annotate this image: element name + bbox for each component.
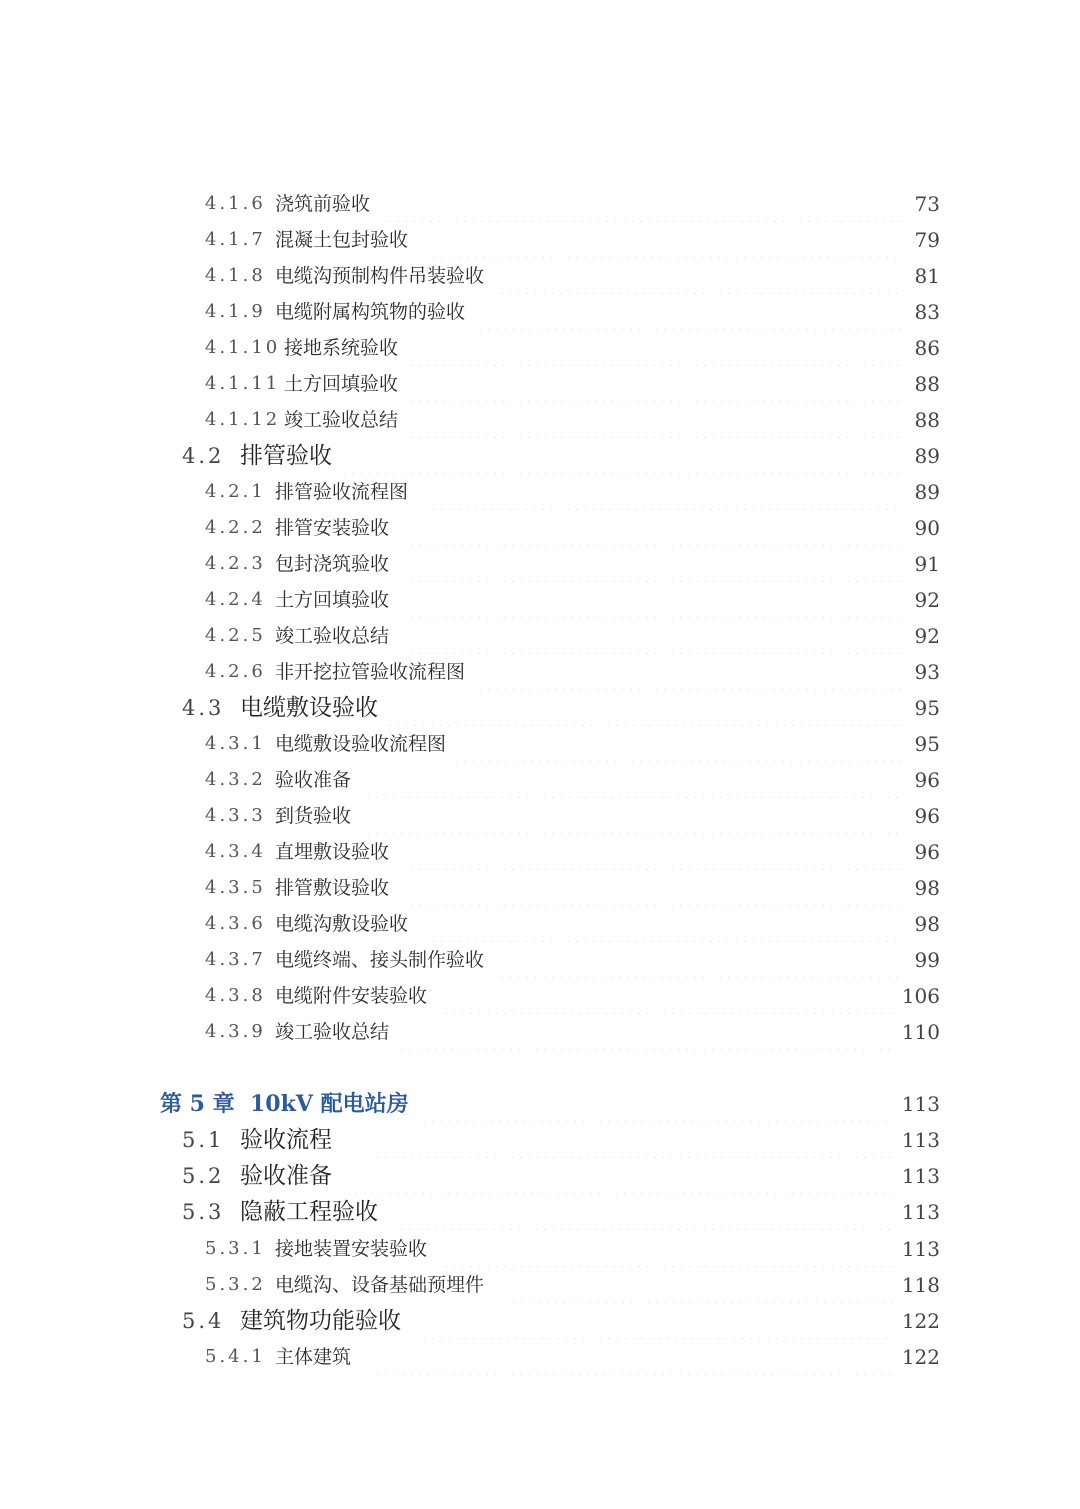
toc-entry-title: 电缆沟、设备基础预埋件	[275, 1274, 485, 1296]
toc-section-number: 5.3	[182, 1200, 225, 1224]
toc-entry-title: 电缆附件安装验收	[275, 985, 428, 1007]
toc-entry-page: 98	[914, 912, 940, 936]
dot-leader	[442, 978, 894, 1014]
toc-entry-page: 88	[914, 372, 940, 396]
toc-section-page: 95	[914, 696, 940, 720]
dot-leader	[407, 366, 905, 402]
toc-section[interactable]	[0, 1158, 1080, 1194]
toc-entry-number: 4.3.1	[205, 733, 266, 754]
toc-section-title: 排管验收	[240, 443, 332, 469]
toc-entry-number: 5.4.1	[205, 1346, 266, 1367]
toc-entry-page: 92	[914, 624, 940, 648]
toc-entry-title: 混凝土包封验收	[275, 229, 409, 251]
toc-entry-title: 电缆附属构筑物的验收	[275, 301, 466, 323]
toc-entry-page: 79	[914, 228, 940, 252]
toc-entry-number: 4.2.6	[205, 661, 266, 682]
dot-leader	[408, 834, 905, 870]
toc-entry[interactable]	[0, 258, 1080, 294]
dot-leader	[430, 222, 905, 258]
dot-leader	[407, 330, 905, 366]
dot-leader	[442, 1231, 894, 1267]
toc-entry-number: 4.3.8	[205, 985, 266, 1006]
toc-entry-page: 96	[914, 804, 940, 828]
toc-entry[interactable]	[0, 726, 1080, 762]
toc-entry-page: 83	[914, 300, 940, 324]
toc-entry-page: 90	[914, 516, 940, 540]
toc-section[interactable]	[0, 1194, 1080, 1230]
toc-entry[interactable]	[0, 1014, 1080, 1050]
toc-entry[interactable]	[0, 798, 1080, 834]
toc-entry-page: 110	[901, 1020, 940, 1044]
toc-entry-number: 4.3.5	[205, 877, 266, 898]
dot-leader	[498, 258, 905, 294]
toc-entry-title: 土方回填验收	[275, 589, 390, 611]
toc-entry[interactable]	[0, 1339, 1080, 1375]
toc-entry[interactable]	[0, 618, 1080, 654]
dot-leader	[407, 402, 905, 438]
dot-leader	[364, 762, 905, 798]
toc-entry-number: 4.3.9	[205, 1021, 266, 1042]
toc-entry[interactable]	[0, 330, 1080, 366]
dot-leader	[420, 1303, 894, 1339]
toc-section-number: 4.2	[182, 444, 225, 468]
dot-leader	[408, 546, 905, 582]
toc-section-title: 建筑物功能验收	[240, 1308, 401, 1334]
toc-entry-page: 122	[901, 1345, 940, 1369]
toc-entry-title: 土方回填验收	[284, 373, 399, 395]
toc-entry-page: 73	[914, 192, 940, 216]
toc-entry-page: 106	[901, 984, 940, 1008]
toc-entry-title: 验收准备	[275, 769, 352, 791]
toc-entry-number: 4.1.12	[205, 409, 281, 430]
toc-entry-number: 4.1.9	[205, 301, 266, 322]
toc-entry-title: 直埋敷设验收	[275, 841, 390, 863]
toc-entry-page: 92	[914, 588, 940, 612]
dot-leader	[398, 1014, 894, 1050]
toc-entry-title: 电缆沟预制构件吊装验收	[275, 265, 485, 287]
toc-entry-number: 4.1.8	[205, 265, 266, 286]
toc-entry[interactable]	[0, 294, 1080, 330]
toc-entry-title: 浇筑前验收	[275, 193, 371, 215]
toc-entry[interactable]	[0, 366, 1080, 402]
toc-entry[interactable]	[0, 654, 1080, 690]
toc-entry-number: 4.1.10	[205, 337, 281, 358]
dot-leader	[430, 474, 905, 510]
toc-entry-title: 接地系统验收	[284, 337, 399, 359]
toc-section-page: 113	[901, 1128, 940, 1152]
toc-entry-page: 86	[914, 336, 940, 360]
toc-section-number: 5.1	[182, 1128, 225, 1152]
chapter-page: 113	[901, 1092, 940, 1116]
toc-entry-number: 4.3.7	[205, 949, 266, 970]
toc-entry-number: 4.3.3	[205, 805, 266, 826]
toc-entry[interactable]	[0, 222, 1080, 258]
dot-leader	[374, 1339, 894, 1375]
dot-leader	[476, 654, 905, 690]
toc-entry-page: 95	[914, 732, 940, 756]
dot-leader	[408, 582, 905, 618]
toc-entry-title: 接地装置安装验收	[275, 1238, 428, 1260]
toc-entry-number: 4.2.5	[205, 625, 266, 646]
toc-entry-number: 4.2.3	[205, 553, 266, 574]
toc-entry[interactable]	[0, 1267, 1080, 1303]
toc-entry-number: 4.1.6	[205, 193, 266, 214]
toc-entry-title: 电缆沟敷设验收	[275, 913, 409, 935]
toc-entry-title: 竣工验收总结	[275, 625, 390, 647]
chapter-title: 10kV 配电站房	[250, 1091, 409, 1117]
toc-entry-title: 竣工验收总结	[275, 1021, 390, 1043]
toc-entry[interactable]	[0, 582, 1080, 618]
dot-leader	[352, 1158, 894, 1194]
toc-section-number: 5.4	[182, 1309, 225, 1333]
toc-entry[interactable]	[0, 510, 1080, 546]
toc-section-page: 89	[914, 444, 940, 468]
toc-entry-page: 99	[914, 948, 940, 972]
toc-entry-page: 98	[914, 876, 940, 900]
toc-section[interactable]	[0, 1303, 1080, 1339]
toc-section-title: 电缆敷设验收	[240, 695, 378, 721]
chapter-number: 第 5 章	[160, 1091, 235, 1117]
toc-section-page: 113	[901, 1200, 940, 1224]
toc-entry[interactable]	[0, 1231, 1080, 1267]
toc-entry-number: 4.2.4	[205, 589, 266, 610]
toc-entry-title: 排管安装验收	[275, 517, 390, 539]
toc-entry-page: 88	[914, 408, 940, 432]
dot-leader	[364, 798, 905, 834]
toc-entry-number: 4.2.1	[205, 481, 266, 502]
toc-entry[interactable]	[0, 474, 1080, 510]
toc-entry-title: 电缆敷设验收流程图	[275, 733, 447, 755]
toc-entry[interactable]	[0, 834, 1080, 870]
dot-leader	[476, 294, 905, 330]
toc-section[interactable]	[0, 690, 1080, 726]
dot-leader	[386, 690, 905, 726]
toc-chapter[interactable]	[0, 1086, 1080, 1122]
toc-section-number: 4.3	[182, 696, 225, 720]
toc-entry-number: 4.1.11	[205, 373, 281, 394]
toc-entry-title: 到货验收	[275, 805, 352, 827]
toc-entry-number: 4.2.2	[205, 517, 266, 538]
toc-entry[interactable]	[0, 402, 1080, 438]
toc-entry-title: 竣工验收总结	[284, 409, 399, 431]
toc-entry[interactable]	[0, 978, 1080, 1014]
toc-entry[interactable]	[0, 186, 1080, 222]
toc-entry-number: 4.3.6	[205, 913, 266, 934]
toc-entry-page: 96	[914, 768, 940, 792]
dot-leader	[408, 618, 905, 654]
dot-leader	[385, 186, 905, 222]
toc-entry[interactable]	[0, 942, 1080, 978]
toc-section-title: 隐蔽工程验收	[240, 1199, 378, 1225]
toc-entry-page: 91	[914, 552, 940, 576]
toc-section-number: 5.2	[182, 1164, 225, 1188]
toc-entry-number: 5.3.2	[205, 1274, 266, 1295]
toc-entry-page: 96	[914, 840, 940, 864]
toc-entry[interactable]	[0, 906, 1080, 942]
toc-section-page: 113	[901, 1164, 940, 1188]
toc-entry[interactable]	[0, 762, 1080, 798]
dot-leader	[420, 1086, 894, 1122]
toc-section-page: 122	[901, 1309, 940, 1333]
toc-entry-number: 4.1.7	[205, 229, 266, 250]
toc-entry-title: 排管验收流程图	[275, 481, 409, 503]
toc-entry-number: 4.3.4	[205, 841, 266, 862]
toc-entry-title: 主体建筑	[275, 1346, 352, 1368]
toc-entry-number: 4.3.2	[205, 769, 266, 790]
toc-entry-page: 93	[914, 660, 940, 684]
toc-entry-number: 5.3.1	[205, 1238, 266, 1259]
dot-leader	[408, 870, 905, 906]
toc-entry-title: 非开挖拉管验收流程图	[275, 661, 466, 683]
dot-leader	[408, 510, 905, 546]
toc-entry-title: 排管敷设验收	[275, 877, 390, 899]
toc-entry-page: 81	[914, 264, 940, 288]
toc-entry[interactable]	[0, 870, 1080, 906]
toc-entry[interactable]	[0, 546, 1080, 582]
toc-entry-title: 电缆终端、接头制作验收	[275, 949, 485, 971]
toc-entry-page: 118	[901, 1273, 940, 1297]
toc-entry-page: 89	[914, 480, 940, 504]
dot-leader	[398, 1194, 894, 1230]
toc-section-title: 验收准备	[240, 1163, 332, 1189]
toc-entry-page: 113	[901, 1237, 940, 1261]
toc-entry-title: 包封浇筑验收	[275, 553, 390, 575]
dot-leader	[430, 906, 905, 942]
toc-section[interactable]	[0, 438, 1080, 474]
dot-leader	[452, 726, 905, 762]
dot-leader	[374, 1122, 894, 1158]
dot-leader	[498, 942, 905, 978]
dot-leader	[340, 438, 905, 474]
toc-section-title: 验收流程	[240, 1127, 332, 1153]
toc-section[interactable]	[0, 1122, 1080, 1158]
dot-leader	[510, 1267, 894, 1303]
